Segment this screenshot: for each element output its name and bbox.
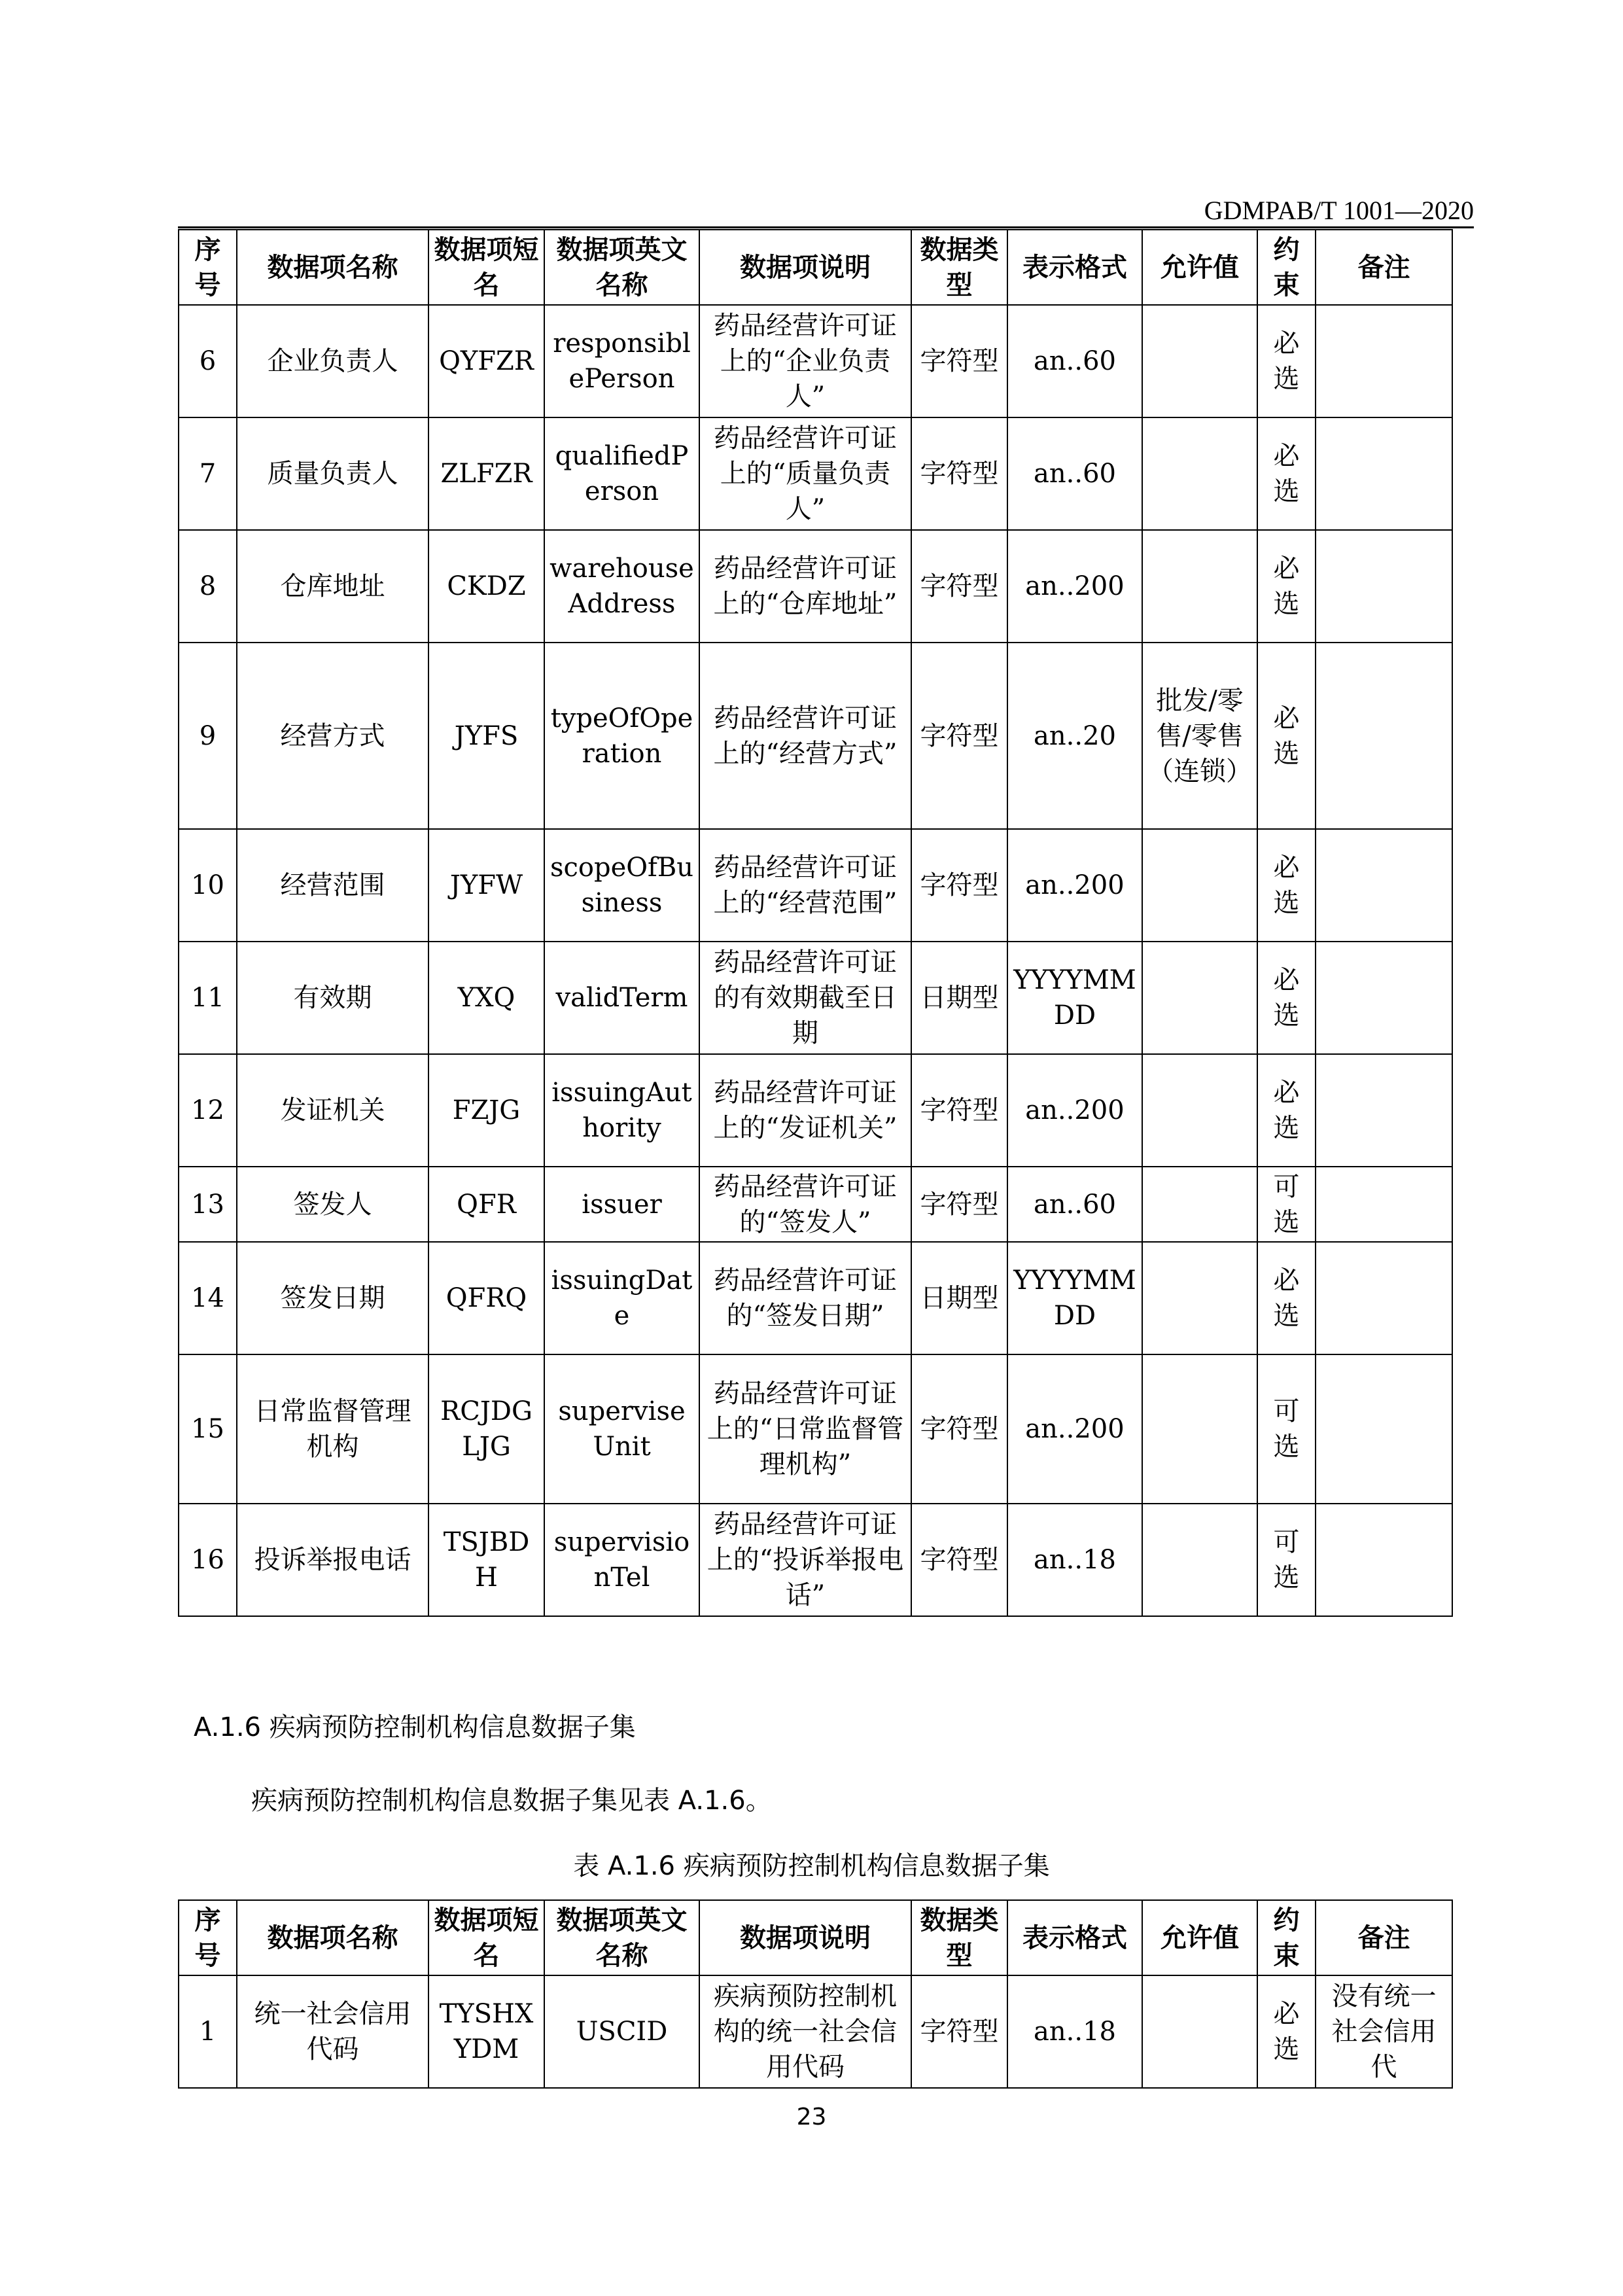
license-data-table [178,229,1453,1617]
cell-name: 日常监督管理机构 [237,1354,428,1504]
col-header-short-name: 数据项短名 [428,1900,544,1975]
cell-name: 投诉举报电话 [237,1504,428,1616]
cell-english-name: typeOfOperation [544,643,699,829]
cell-description: 药品经营许可证上的“发证机关” [699,1054,911,1167]
col-header-format: 表示格式 [1007,230,1142,305]
cell-constraint: 可选 [1257,1167,1316,1242]
cell-data-type: 字符型 [911,1354,1007,1504]
cell-short-name: TSJBDH [428,1504,544,1616]
cell-short-name: FZJG [428,1054,544,1167]
cell-english-name: supervisionTel [544,1504,699,1616]
cell-allowed-values [1142,530,1257,643]
cell-remarks: 没有统一社会信用代 [1316,1975,1452,2088]
cell-index: 14 [179,1242,237,1354]
cell-short-name: JYFW [428,829,544,942]
table-caption: 表 A.1.6 疾病预防控制机构信息数据子集 [573,1851,1050,1881]
cell-index: 15 [179,1354,237,1504]
cell-index: 9 [179,643,237,829]
cell-remarks [1316,1354,1452,1504]
cell-name: 发证机关 [237,1054,428,1167]
cell-short-name: QFRQ [428,1242,544,1354]
cell-description: 疾病预防控制机构的统一社会信用代码 [699,1975,911,2088]
col-header-allowed-values: 允许值 [1142,230,1257,305]
cell-index: 1 [179,1975,237,2088]
col-header-name: 数据项名称 [237,230,428,305]
col-header-index: 序号 [179,1900,237,1975]
col-header-data-type: 数据类型 [911,230,1007,305]
cell-data-type: 字符型 [911,1975,1007,2088]
document-code: GDMPAB/T 1001—2020 [1204,196,1474,225]
cell-name: 企业负责人 [237,305,428,417]
section-heading: A.1.6 疾病预防控制机构信息数据子集 [194,1712,636,1742]
table-header-row [179,230,1452,305]
table-row [179,942,1452,1054]
cell-short-name: ZLFZR [428,417,544,530]
table-row [179,417,1452,530]
cell-short-name: QYFZR [428,305,544,417]
cell-data-type: 字符型 [911,829,1007,942]
cell-data-type: 日期型 [911,1242,1007,1354]
cell-constraint: 必选 [1257,942,1316,1054]
col-header-index: 序号 [179,230,237,305]
cell-name: 仓库地址 [237,530,428,643]
cell-data-type: 日期型 [911,942,1007,1054]
cell-format: an..60 [1007,1167,1142,1242]
cell-name: 经营方式 [237,643,428,829]
section-paragraph: 疾病预防控制机构信息数据子集见表 A.1.6。 [251,1786,772,1816]
cell-format: an..20 [1007,643,1142,829]
cell-english-name: USCID [544,1975,699,2088]
cdc-data-table [178,1899,1453,2089]
header-rule [178,226,1474,228]
cell-remarks [1316,942,1452,1054]
cell-english-name: warehouseAddress [544,530,699,643]
col-header-english-name: 数据项英文名称 [544,230,699,305]
table-row [179,829,1452,942]
cell-short-name: TYSHXYDM [428,1975,544,2088]
cell-allowed-values: 批发/零售/零售（连锁） [1142,643,1257,829]
cell-description: 药品经营许可证上的“仓库地址” [699,530,911,643]
cell-short-name: JYFS [428,643,544,829]
cell-allowed-values [1142,305,1257,417]
cell-english-name: qualifiedPerson [544,417,699,530]
cell-index: 10 [179,829,237,942]
cell-name: 签发日期 [237,1242,428,1354]
cell-description: 药品经营许可证上的“投诉举报电话” [699,1504,911,1616]
col-header-name: 数据项名称 [237,1900,428,1975]
cell-allowed-values [1142,1354,1257,1504]
cell-allowed-values [1142,1054,1257,1167]
col-header-description: 数据项说明 [699,1900,911,1975]
cell-allowed-values [1142,1975,1257,2088]
cell-index: 7 [179,417,237,530]
table-row [179,1242,1452,1354]
col-header-description: 数据项说明 [699,230,911,305]
table-row [179,1354,1452,1504]
col-header-english-name: 数据项英文名称 [544,1900,699,1975]
cell-english-name: superviseUnit [544,1354,699,1504]
cell-data-type: 字符型 [911,643,1007,829]
cell-allowed-values [1142,942,1257,1054]
cell-description: 药品经营许可证上的“经营方式” [699,643,911,829]
table-row [179,530,1452,643]
cell-constraint: 必选 [1257,829,1316,942]
cell-description: 药品经营许可证上的“经营范围” [699,829,911,942]
cell-english-name: responsiblePerson [544,305,699,417]
cell-format: an..18 [1007,1975,1142,2088]
cell-description: 药品经营许可证上的“日常监督管理机构” [699,1354,911,1504]
col-header-allowed-values: 允许值 [1142,1900,1257,1975]
cell-format: an..200 [1007,530,1142,643]
col-header-constraint: 约束 [1257,230,1316,305]
cell-remarks [1316,1167,1452,1242]
cell-english-name: validTerm [544,942,699,1054]
col-header-format: 表示格式 [1007,1900,1142,1975]
table-header-row [179,1900,1452,1975]
cell-constraint: 必选 [1257,1975,1316,2088]
cell-short-name: QFR [428,1167,544,1242]
cell-allowed-values [1142,1504,1257,1616]
cell-index: 11 [179,942,237,1054]
cell-english-name: issuingAuthority [544,1054,699,1167]
cell-format: an..200 [1007,1054,1142,1167]
col-header-remarks: 备注 [1316,1900,1452,1975]
cell-remarks [1316,1054,1452,1167]
cell-english-name: scopeOfBusiness [544,829,699,942]
cell-allowed-values [1142,1167,1257,1242]
cell-description: 药品经营许可证的“签发人” [699,1167,911,1242]
cell-constraint: 可选 [1257,1504,1316,1616]
cell-remarks [1316,1504,1452,1616]
cell-format: an..60 [1007,305,1142,417]
cell-format: an..200 [1007,1354,1142,1504]
cell-format: an..18 [1007,1504,1142,1616]
page-number: 23 [796,2104,827,2130]
cell-index: 13 [179,1167,237,1242]
cell-constraint: 必选 [1257,305,1316,417]
cell-remarks [1316,305,1452,417]
cell-format: an..200 [1007,829,1142,942]
cell-data-type: 字符型 [911,1167,1007,1242]
table-row [179,1504,1452,1616]
col-header-short-name: 数据项短名 [428,230,544,305]
cell-allowed-values [1142,1242,1257,1354]
cell-format: an..60 [1007,417,1142,530]
cell-description: 药品经营许可证的有效期截至日期 [699,942,911,1054]
cell-data-type: 字符型 [911,1054,1007,1167]
cell-constraint: 必选 [1257,417,1316,530]
cell-name: 签发人 [237,1167,428,1242]
cell-format: YYYYMMDD [1007,942,1142,1054]
cell-constraint: 必选 [1257,1242,1316,1354]
table-row [179,1054,1452,1167]
cell-name: 有效期 [237,942,428,1054]
cell-description: 药品经营许可证的“签发日期” [699,1242,911,1354]
cell-constraint: 必选 [1257,530,1316,643]
cell-name: 统一社会信用代码 [237,1975,428,2088]
cell-remarks [1316,643,1452,829]
cell-name: 经营范围 [237,829,428,942]
cell-data-type: 字符型 [911,305,1007,417]
cell-allowed-values [1142,829,1257,942]
cell-description: 药品经营许可证上的“企业负责人” [699,305,911,417]
cell-english-name: issuingDate [544,1242,699,1354]
cell-data-type: 字符型 [911,530,1007,643]
cell-remarks [1316,530,1452,643]
cell-index: 8 [179,530,237,643]
cell-description: 药品经营许可证上的“质量负责人” [699,417,911,530]
cell-constraint: 必选 [1257,1054,1316,1167]
table-row [179,305,1452,417]
cell-data-type: 字符型 [911,1504,1007,1616]
col-header-data-type: 数据类型 [911,1900,1007,1975]
cell-format: YYYYMMDD [1007,1242,1142,1354]
col-header-constraint: 约束 [1257,1900,1316,1975]
cell-short-name: CKDZ [428,530,544,643]
table-row [179,1167,1452,1242]
cell-constraint: 必选 [1257,643,1316,829]
cell-name: 质量负责人 [237,417,428,530]
cell-english-name: issuer [544,1167,699,1242]
cell-index: 12 [179,1054,237,1167]
cell-remarks [1316,1242,1452,1354]
table-row [179,1975,1452,2088]
cell-allowed-values [1142,417,1257,530]
col-header-remarks: 备注 [1316,230,1452,305]
cell-data-type: 字符型 [911,417,1007,530]
cell-remarks [1316,417,1452,530]
cell-short-name: RCJDGLJG [428,1354,544,1504]
table-row [179,643,1452,829]
cell-remarks [1316,829,1452,942]
cell-index: 16 [179,1504,237,1616]
cell-short-name: YXQ [428,942,544,1054]
cell-index: 6 [179,305,237,417]
cell-constraint: 可选 [1257,1354,1316,1504]
